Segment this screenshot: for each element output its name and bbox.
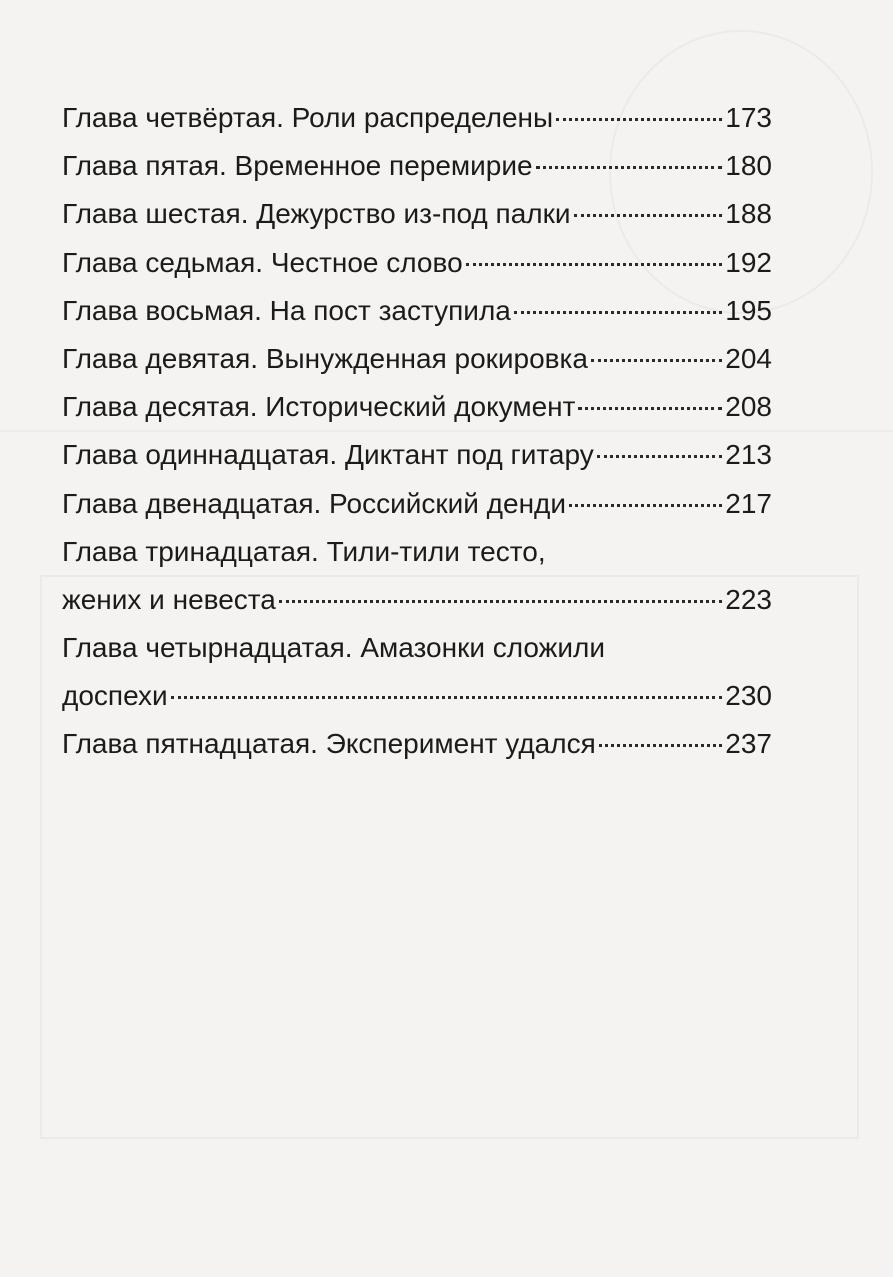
- toc-entry-title-continued: доспехи: [62, 680, 168, 712]
- toc-entry: [62, 190, 772, 238]
- toc-entry: [62, 383, 772, 431]
- toc-entry: [62, 239, 772, 287]
- dot-leader: [171, 696, 723, 699]
- toc-entry-page: 230: [725, 680, 772, 712]
- toc-entry-title: Глава восьмая. На пост заступила: [62, 294, 511, 326]
- toc-entry-title: Глава девятая. Вынужденная рокировка: [62, 342, 588, 374]
- toc-entry-page: 188: [725, 198, 772, 230]
- toc-entry-first-line: [62, 528, 772, 576]
- toc-entry-title: Глава пятая. Временное перемирие: [62, 150, 533, 182]
- toc-entry-title: Глава двенадцатая. Российский денди: [62, 487, 567, 519]
- toc-entry-title: Глава одиннадцатая. Диктант под гитару: [62, 439, 594, 471]
- dot-leader: [597, 455, 723, 458]
- toc-entry: [62, 431, 772, 479]
- toc-entry-page: 192: [725, 246, 772, 278]
- dot-leader: [279, 600, 722, 603]
- toc-entry-title: Глава седьмая. Честное слово: [62, 246, 463, 278]
- toc-entry: [62, 672, 772, 720]
- toc-entry-page: 208: [725, 391, 772, 423]
- toc-entry-page: 195: [725, 294, 772, 326]
- toc-entry: [62, 576, 772, 624]
- toc-entry-page: 217: [725, 487, 772, 519]
- toc-entry-title-continued: жених и невеста: [62, 583, 276, 615]
- toc-entry: [62, 335, 772, 383]
- toc-entry-page: 204: [725, 342, 772, 374]
- toc-entry: [62, 287, 772, 335]
- toc-entry-page: 180: [725, 150, 772, 182]
- dot-leader: [591, 359, 722, 362]
- toc-entry-page: 213: [725, 439, 772, 471]
- toc-entry-title: Глава тринадцатая. Тили-тили тесто,: [62, 535, 546, 567]
- toc-entry: [62, 142, 772, 190]
- toc-entry-title: Глава четвёртая. Роли распределены: [62, 102, 554, 133]
- toc-entry-title: Глава четырнадцатая. Амазонки сложили: [62, 632, 606, 664]
- toc-entry-title: Глава десятая. Исторический документ: [62, 391, 576, 423]
- toc-entry-first-line: [62, 624, 772, 672]
- toc-entry: [62, 94, 772, 142]
- dot-leader: [599, 744, 723, 747]
- dot-leader: [574, 214, 723, 217]
- toc-entry-title: Глава шестая. Дежурство из-под палки: [62, 198, 571, 230]
- toc-entry: [62, 720, 772, 768]
- dot-leader: [578, 407, 722, 410]
- dot-leader: [514, 311, 722, 314]
- dot-leader: [556, 118, 722, 121]
- toc-entry-page: 223: [725, 583, 772, 615]
- toc-entry-title: Глава пятнадцатая. Эксперимент удался: [62, 728, 596, 760]
- toc-entry-page: 173: [725, 102, 772, 133]
- dot-leader: [466, 263, 723, 266]
- dot-leader: [569, 504, 722, 507]
- toc-entry-page: 237: [725, 728, 772, 760]
- dot-leader: [536, 166, 723, 169]
- table-of-contents: [62, 94, 772, 769]
- toc-entry: [62, 480, 772, 528]
